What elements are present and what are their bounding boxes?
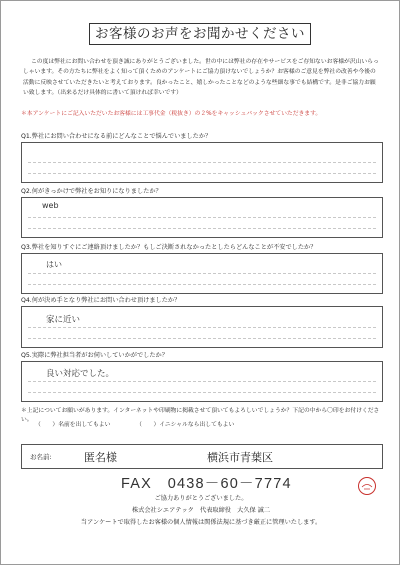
consent-option-initial[interactable]: （ ）イニシャルなら出してもよい bbox=[136, 422, 235, 428]
form-title: お客様のお声をお聞かせください bbox=[89, 23, 311, 45]
question-3-label: Q3.弊社を知りすぐにご連絡頂けましたか？もしご決断されなかったとしたらどんなことが不安でしたか？ bbox=[21, 244, 317, 251]
question-5-answer-box[interactable] bbox=[21, 361, 383, 402]
question-1-answer-box[interactable] bbox=[21, 142, 383, 183]
question-5-answer: 良い対応でした。 bbox=[46, 369, 115, 379]
question-3-answer: はい bbox=[46, 260, 62, 269]
area-value[interactable]: 横浜市青葉区 bbox=[207, 451, 273, 464]
fax-number: FAX 0438－60－7774 bbox=[121, 476, 292, 492]
question-2-answer: web bbox=[42, 201, 59, 210]
question-1-label: Q1.弊社にお問い合わせになる前にどんなことで悩んでいましたか？ bbox=[21, 133, 212, 140]
question-2-label: Q2.何がきっかけで弊社をお知りになりましたか？ bbox=[21, 188, 162, 195]
consent-options bbox=[35, 421, 234, 430]
publish-consent bbox=[21, 407, 385, 428]
question-5-label: Q5.実際に弊社担当者がお伺いしていかがでしたか？ bbox=[21, 352, 168, 359]
question-3-answer-box[interactable] bbox=[21, 253, 383, 294]
question-4-label: Q4.何が決め手となり弊社にお問い合わせ頂けましたか？ bbox=[21, 297, 181, 304]
company-name: 株式会社シエアテック 代表取締役 大久保 誠二 bbox=[131, 507, 271, 514]
thanks-text: ご協力ありがとうございました。 bbox=[154, 495, 248, 502]
consent-question: ＊上記についてお願いがあります。インターネットや印刷物に掲載させて頂いてもよろしいでしょうか？下記の中から〇印をお付けください。 bbox=[21, 408, 380, 423]
question-2-answer-box[interactable] bbox=[21, 197, 383, 238]
name-field-row bbox=[21, 444, 383, 469]
question-4-answer-box[interactable] bbox=[21, 306, 383, 348]
cashback-note: ＊本アンケートにご記入いただいたお客様には工事代金（税抜き）の２%をキャッシュバックさせていただきます。 bbox=[21, 111, 322, 117]
company-seal-icon bbox=[358, 477, 376, 495]
name-value[interactable]: 匿名様 bbox=[84, 451, 117, 464]
consent-option-name[interactable]: （ ）名前を出してもよい bbox=[35, 422, 111, 428]
name-label: お名前: bbox=[30, 453, 52, 461]
intro-paragraph: この度は弊社にお問い合わせを頂き誠にありがとうございました。世の中には弊社の存在やサービスをご存知ないお客様が沢山いらっしゃいます。その方たちに弊社をよく知って頂くためのアンケートにご協力頂けないでしょうか？お客様のご意見を弊社の改善や今後の活動に反映させていただきたいと考えております。良かったこと、嬉しかったことなどのような些細な事でも結構です。是非ご協力お願い致します。（出来るだけ具体的に書いて頂ければ幸いです） bbox=[23, 59, 379, 96]
question-4-answer: 家に近い bbox=[46, 315, 81, 325]
privacy-note: 当アンケートで取得したお客様の個人情報は関係法規に基づき厳正に管理いたします。 bbox=[80, 519, 322, 526]
